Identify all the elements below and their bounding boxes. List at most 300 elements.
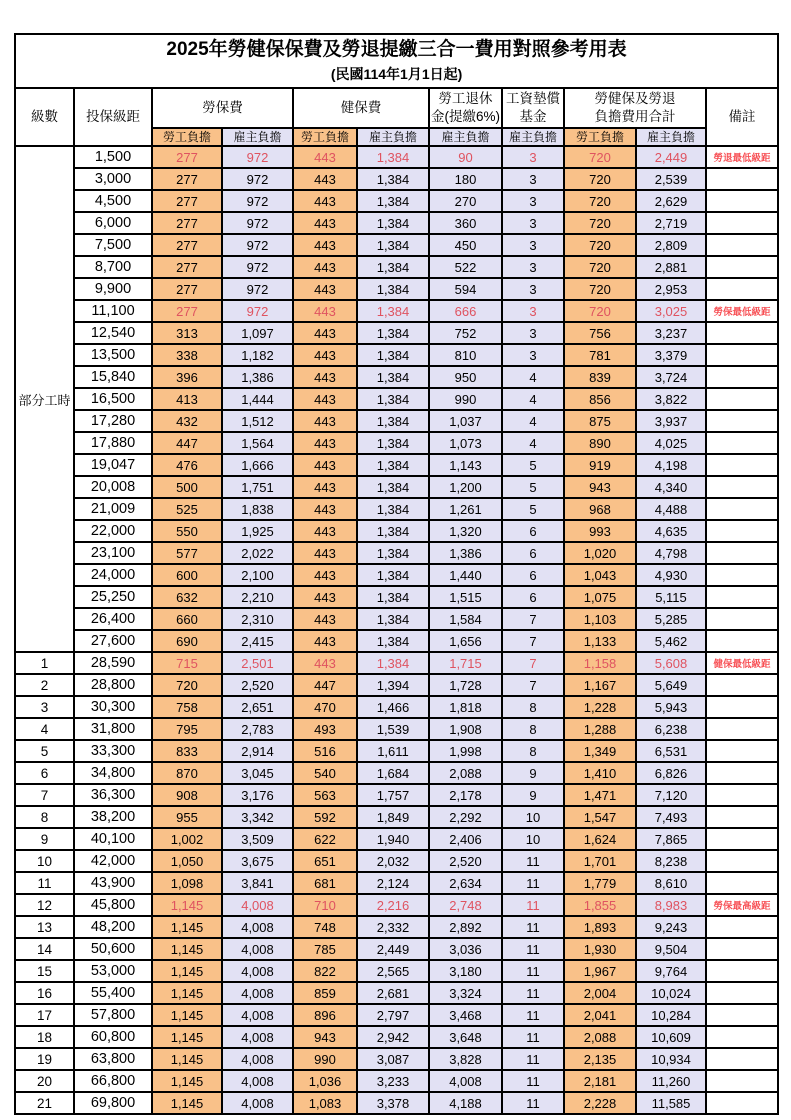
col-header-labor-insurance: 勞保費 [152,88,293,128]
col-header-wage-fund [502,88,564,128]
value-cell: 2,135 [564,1048,636,1070]
value-cell: 7,865 [636,828,706,850]
value-cell: 833 [152,740,222,762]
value-cell: 2,539 [636,168,706,190]
value-cell: 1,020 [564,542,636,564]
bracket-cell: 28,800 [74,674,152,696]
value-cell: 1,715 [429,652,502,674]
value-cell: 313 [152,322,222,344]
bracket-cell: 22,000 [74,520,152,542]
value-cell: 1,384 [357,432,429,454]
value-cell: 1,349 [564,740,636,762]
value-cell: 1,728 [429,674,502,696]
note-cell [706,234,778,256]
header-group-row [15,88,778,128]
note-cell [706,190,778,212]
value-cell: 1,512 [222,410,293,432]
value-cell: 11,260 [636,1070,706,1092]
value-cell: 2,914 [222,740,293,762]
value-cell: 4,008 [222,1026,293,1048]
value-cell: 525 [152,498,222,520]
value-cell: 5,115 [636,586,706,608]
value-cell: 651 [293,850,357,872]
value-cell: 1,145 [152,960,222,982]
level-cell: 14 [15,938,74,960]
note-cell [706,454,778,476]
value-cell: 11 [502,1092,564,1114]
table-row [15,916,778,938]
value-cell: 785 [293,938,357,960]
value-cell: 9,764 [636,960,706,982]
table-row [15,1048,778,1070]
note-cell [706,1070,778,1092]
value-cell: 1,182 [222,344,293,366]
value-cell: 2,022 [222,542,293,564]
level-cell: 15 [15,960,74,982]
value-cell: 1,075 [564,586,636,608]
value-cell: 10,024 [636,982,706,1004]
note-cell [706,696,778,718]
value-cell: 2,520 [222,674,293,696]
col-header-total [564,88,706,128]
table-row [15,168,778,190]
value-cell: 972 [222,234,293,256]
col-header-health-insurance: 健保費 [293,88,429,128]
note-cell [706,278,778,300]
value-cell: 7 [502,608,564,630]
value-cell: 443 [293,234,357,256]
value-cell: 1,967 [564,960,636,982]
value-cell: 720 [564,300,636,322]
pension-label-line2: 金(提繳6%) [430,109,500,124]
value-cell: 5,608 [636,652,706,674]
bracket-cell: 34,800 [74,762,152,784]
value-cell: 1,384 [357,388,429,410]
bracket-cell: 30,300 [74,696,152,718]
level-cell: 20 [15,1070,74,1092]
value-cell: 8,983 [636,894,706,916]
level-cell: 16 [15,982,74,1004]
value-cell: 720 [564,234,636,256]
value-cell: 4,008 [222,938,293,960]
value-cell: 2,124 [357,872,429,894]
level-cell: 8 [15,806,74,828]
value-cell: 4,008 [222,982,293,1004]
value-cell: 2,088 [429,762,502,784]
note-cell [706,410,778,432]
value-cell: 3,180 [429,960,502,982]
value-cell: 1,539 [357,718,429,740]
value-cell: 990 [293,1048,357,1070]
bracket-cell: 66,800 [74,1070,152,1092]
note-cell [706,432,778,454]
value-cell: 1,073 [429,432,502,454]
value-cell: 3,045 [222,762,293,784]
value-cell: 1,386 [429,542,502,564]
value-cell: 3 [502,278,564,300]
value-cell: 2,100 [222,564,293,586]
value-cell: 396 [152,366,222,388]
table-row [15,520,778,542]
value-cell: 3,379 [636,344,706,366]
value-cell: 1,145 [152,1004,222,1026]
table-row [15,740,778,762]
subheader-total-employer: 雇主負擔 [636,128,706,146]
table-row [15,256,778,278]
value-cell: 1,288 [564,718,636,740]
value-cell: 1,410 [564,762,636,784]
level-cell: 6 [15,762,74,784]
subheader-pension-employer: 雇主負擔 [429,128,502,146]
value-cell: 2,449 [636,146,706,168]
value-cell: 781 [564,344,636,366]
value-cell: 443 [293,586,357,608]
value-cell: 447 [152,432,222,454]
value-cell: 443 [293,168,357,190]
value-cell: 4,008 [222,1070,293,1092]
value-cell: 875 [564,410,636,432]
level-cell: 12 [15,894,74,916]
note-cell [706,938,778,960]
bracket-cell: 28,590 [74,652,152,674]
value-cell: 666 [429,300,502,322]
bracket-cell: 48,200 [74,916,152,938]
value-cell: 3 [502,168,564,190]
table-row [15,894,778,916]
part-time-label: 部分工時 [15,146,74,652]
value-cell: 1,384 [357,278,429,300]
value-cell: 2,210 [222,586,293,608]
value-cell: 1,050 [152,850,222,872]
value-cell: 1,384 [357,234,429,256]
wage-fund-label-line2: 基金 [519,109,547,124]
table-row [15,278,778,300]
value-cell: 9 [502,784,564,806]
col-header-bracket: 投保級距 [74,88,152,146]
bracket-cell: 26,400 [74,608,152,630]
value-cell: 1,384 [357,652,429,674]
bracket-cell: 3,000 [74,168,152,190]
note-cell [706,674,778,696]
value-cell: 2,748 [429,894,502,916]
value-cell: 752 [429,322,502,344]
bracket-cell: 31,800 [74,718,152,740]
value-cell: 972 [222,300,293,322]
table-row [15,146,778,168]
table-row [15,322,778,344]
bracket-cell: 7,500 [74,234,152,256]
note-cell [706,762,778,784]
value-cell: 600 [152,564,222,586]
value-cell: 2,892 [429,916,502,938]
table-row [15,432,778,454]
value-cell: 443 [293,454,357,476]
note-cell [706,476,778,498]
value-cell: 8,610 [636,872,706,894]
value-cell: 1,757 [357,784,429,806]
value-cell: 7,120 [636,784,706,806]
bracket-cell: 36,300 [74,784,152,806]
value-cell: 3 [502,344,564,366]
value-cell: 1,098 [152,872,222,894]
value-cell: 1,200 [429,476,502,498]
level-cell: 3 [15,696,74,718]
value-cell: 1,384 [357,366,429,388]
note-cell [706,718,778,740]
value-cell: 1,384 [357,344,429,366]
value-cell: 720 [564,190,636,212]
table-row [15,630,778,652]
value-cell: 822 [293,960,357,982]
value-cell: 9 [502,762,564,784]
table-row [15,410,778,432]
value-cell: 277 [152,168,222,190]
subheader-health-employee: 勞工負擔 [293,128,357,146]
table-row [15,234,778,256]
note-cell [706,498,778,520]
value-cell: 1,998 [429,740,502,762]
value-cell: 3,724 [636,366,706,388]
value-cell: 3 [502,212,564,234]
value-cell: 277 [152,234,222,256]
bracket-cell: 15,840 [74,366,152,388]
value-cell: 11 [502,938,564,960]
table-row [15,1004,778,1026]
value-cell: 1,584 [429,608,502,630]
table-row [15,1026,778,1048]
value-cell: 1,444 [222,388,293,410]
bracket-cell: 42,000 [74,850,152,872]
value-cell: 4 [502,388,564,410]
value-cell: 8 [502,696,564,718]
value-cell: 11 [502,916,564,938]
value-cell: 756 [564,322,636,344]
table-row [15,366,778,388]
value-cell: 11 [502,1070,564,1092]
subheader-labor-employer: 雇主負擔 [222,128,293,146]
value-cell: 1,384 [357,300,429,322]
value-cell: 8,238 [636,850,706,872]
value-cell: 720 [564,168,636,190]
bracket-cell: 33,300 [74,740,152,762]
value-cell: 1,261 [429,498,502,520]
value-cell: 1,083 [293,1092,357,1114]
value-cell: 443 [293,520,357,542]
note-cell: 勞保最高級距 [706,894,778,916]
value-cell: 1,145 [152,1070,222,1092]
note-cell [706,1004,778,1026]
value-cell: 1,611 [357,740,429,762]
value-cell: 277 [152,146,222,168]
note-cell [706,212,778,234]
value-cell: 1,133 [564,630,636,652]
value-cell: 856 [564,388,636,410]
level-cell: 7 [15,784,74,806]
table-row [15,1092,778,1114]
value-cell: 443 [293,630,357,652]
value-cell: 4,188 [429,1092,502,1114]
value-cell: 919 [564,454,636,476]
value-cell: 4,635 [636,520,706,542]
bracket-cell: 23,100 [74,542,152,564]
value-cell: 11 [502,1048,564,1070]
total-label-line1: 勞健保及勞退 [594,91,676,106]
note-cell [706,784,778,806]
value-cell: 2,032 [357,850,429,872]
bracket-cell: 27,600 [74,630,152,652]
value-cell: 3 [502,146,564,168]
bracket-cell: 12,540 [74,322,152,344]
page-title: 2025年勞健保保費及勞退提繳三合一費用對照參考用表 [166,39,627,60]
value-cell: 1,036 [293,1070,357,1092]
value-cell: 277 [152,300,222,322]
value-cell: 1,386 [222,366,293,388]
bracket-cell: 8,700 [74,256,152,278]
value-cell: 563 [293,784,357,806]
note-cell [706,256,778,278]
value-cell: 1,466 [357,696,429,718]
note-cell [706,366,778,388]
value-cell: 3,036 [429,938,502,960]
value-cell: 540 [293,762,357,784]
note-cell [706,168,778,190]
table-row [15,388,778,410]
value-cell: 3,937 [636,410,706,432]
value-cell: 9,243 [636,916,706,938]
table-row [15,850,778,872]
value-cell: 2,651 [222,696,293,718]
value-cell: 972 [222,190,293,212]
value-cell: 2,415 [222,630,293,652]
value-cell: 443 [293,410,357,432]
value-cell: 1,103 [564,608,636,630]
title-cell [15,34,778,88]
value-cell: 3,468 [429,1004,502,1026]
note-cell: 健保最低級距 [706,652,778,674]
value-cell: 1,384 [357,476,429,498]
value-cell: 4,008 [222,894,293,916]
bracket-cell: 45,800 [74,894,152,916]
value-cell: 443 [293,366,357,388]
bracket-cell: 4,500 [74,190,152,212]
level-cell: 9 [15,828,74,850]
value-cell: 443 [293,322,357,344]
value-cell: 1,158 [564,652,636,674]
value-cell: 11,585 [636,1092,706,1114]
bracket-cell: 20,008 [74,476,152,498]
value-cell: 270 [429,190,502,212]
value-cell: 1,320 [429,520,502,542]
value-cell: 9,504 [636,938,706,960]
value-cell: 2,629 [636,190,706,212]
table-row [15,344,778,366]
title-row [15,34,778,88]
subheader-wage-fund-employer: 雇主負擔 [502,128,564,146]
value-cell: 277 [152,278,222,300]
value-cell: 2,178 [429,784,502,806]
value-cell: 522 [429,256,502,278]
value-cell: 450 [429,234,502,256]
value-cell: 2,088 [564,1026,636,1048]
value-cell: 955 [152,806,222,828]
bracket-cell: 43,900 [74,872,152,894]
value-cell: 950 [429,366,502,388]
value-cell: 2,501 [222,652,293,674]
value-cell: 720 [564,256,636,278]
value-cell: 5 [502,476,564,498]
value-cell: 1,145 [152,982,222,1004]
note-cell [706,1092,778,1114]
bracket-cell: 9,900 [74,278,152,300]
value-cell: 443 [293,542,357,564]
table-row [15,1070,778,1092]
table-row [15,938,778,960]
value-cell: 443 [293,146,357,168]
value-cell: 1,940 [357,828,429,850]
value-cell: 443 [293,432,357,454]
value-cell: 443 [293,608,357,630]
table-row [15,696,778,718]
value-cell: 6,238 [636,718,706,740]
value-cell: 443 [293,300,357,322]
value-cell: 8 [502,740,564,762]
table-row [15,762,778,784]
value-cell: 1,384 [357,410,429,432]
value-cell: 2,881 [636,256,706,278]
value-cell: 470 [293,696,357,718]
subheader-labor-employee: 勞工負擔 [152,128,222,146]
value-cell: 443 [293,278,357,300]
level-cell: 18 [15,1026,74,1048]
bracket-cell: 50,600 [74,938,152,960]
value-cell: 3,176 [222,784,293,806]
value-cell: 1,143 [429,454,502,476]
value-cell: 1,394 [357,674,429,696]
value-cell: 6,531 [636,740,706,762]
value-cell: 1,384 [357,322,429,344]
value-cell: 1,145 [152,938,222,960]
table-row [15,300,778,322]
value-cell: 972 [222,146,293,168]
bracket-cell: 25,250 [74,586,152,608]
value-cell: 4,008 [222,916,293,938]
value-cell: 4,008 [222,1092,293,1114]
value-cell: 2,797 [357,1004,429,1026]
value-cell: 968 [564,498,636,520]
value-cell: 3,828 [429,1048,502,1070]
value-cell: 681 [293,872,357,894]
value-cell: 1,893 [564,916,636,938]
value-cell: 1,002 [152,828,222,850]
note-cell [706,1048,778,1070]
value-cell: 1,384 [357,586,429,608]
value-cell: 943 [293,1026,357,1048]
value-cell: 1,624 [564,828,636,850]
value-cell: 2,004 [564,982,636,1004]
note-cell [706,388,778,410]
value-cell: 10,284 [636,1004,706,1026]
value-cell: 11 [502,894,564,916]
note-cell [706,850,778,872]
value-cell: 972 [222,256,293,278]
value-cell: 1,384 [357,190,429,212]
value-cell: 5,649 [636,674,706,696]
value-cell: 2,565 [357,960,429,982]
value-cell: 277 [152,190,222,212]
subheader-total-employee: 勞工負擔 [564,128,636,146]
value-cell: 1,384 [357,498,429,520]
note-cell [706,828,778,850]
